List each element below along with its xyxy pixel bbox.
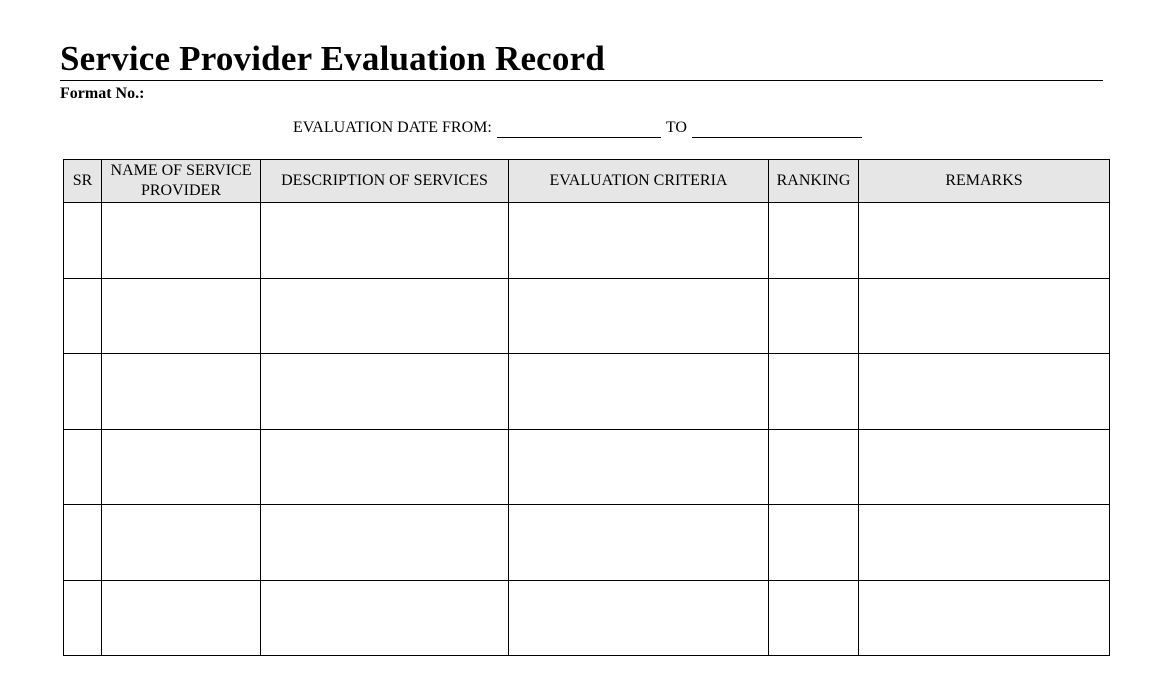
cell-name[interactable] — [102, 429, 261, 505]
evaluation-date-line — [293, 118, 862, 138]
table-row — [64, 429, 1110, 505]
header-remarks: REMARKS — [859, 160, 1110, 203]
cell-description[interactable] — [261, 354, 509, 430]
cell-name[interactable] — [102, 354, 261, 430]
cell-description[interactable] — [261, 278, 509, 354]
page-title: Service Provider Evaluation Record — [60, 39, 606, 78]
cell-ranking[interactable] — [769, 429, 859, 505]
table-row — [64, 278, 1110, 354]
cell-name[interactable] — [102, 278, 261, 354]
cell-criteria[interactable] — [509, 429, 769, 505]
cell-sr[interactable] — [64, 278, 102, 354]
cell-remarks[interactable] — [859, 354, 1110, 430]
table-row — [64, 354, 1110, 430]
header-evaluation-criteria: EVALUATION CRITERIA — [509, 160, 769, 203]
table-row — [64, 505, 1110, 581]
table-header-row — [64, 160, 1110, 203]
cell-criteria[interactable] — [509, 580, 769, 656]
cell-description[interactable] — [261, 505, 509, 581]
header-description-of-services: DESCRIPTION OF SERVICES — [261, 160, 509, 203]
evaluation-table — [63, 159, 1110, 656]
evaluation-date-to-field[interactable] — [692, 121, 862, 138]
cell-criteria[interactable] — [509, 203, 769, 279]
cell-ranking[interactable] — [769, 505, 859, 581]
evaluation-date-from-label: EVALUATION DATE FROM: — [293, 119, 492, 136]
cell-sr[interactable] — [64, 203, 102, 279]
cell-sr[interactable] — [64, 505, 102, 581]
cell-remarks[interactable] — [859, 580, 1110, 656]
cell-criteria[interactable] — [509, 278, 769, 354]
header-name-of-service-provider: NAME OF SERVICE PROVIDER — [102, 160, 261, 203]
title-divider — [60, 80, 1103, 81]
cell-ranking[interactable] — [769, 278, 859, 354]
cell-name[interactable] — [102, 505, 261, 581]
cell-description[interactable] — [261, 203, 509, 279]
cell-sr[interactable] — [64, 580, 102, 656]
cell-remarks[interactable] — [859, 429, 1110, 505]
cell-ranking[interactable] — [769, 580, 859, 656]
cell-criteria[interactable] — [509, 505, 769, 581]
cell-name[interactable] — [102, 580, 261, 656]
cell-criteria[interactable] — [509, 354, 769, 430]
format-no-label: Format No.: — [60, 85, 145, 102]
cell-description[interactable] — [261, 580, 509, 656]
cell-ranking[interactable] — [769, 354, 859, 430]
cell-sr[interactable] — [64, 429, 102, 505]
cell-ranking[interactable] — [769, 203, 859, 279]
header-ranking: RANKING — [769, 160, 859, 203]
cell-remarks[interactable] — [859, 278, 1110, 354]
cell-remarks[interactable] — [859, 505, 1110, 581]
table-row — [64, 580, 1110, 656]
cell-sr[interactable] — [64, 354, 102, 430]
cell-name[interactable] — [102, 203, 261, 279]
evaluation-date-to-label: TO — [665, 119, 687, 136]
evaluation-date-from-field[interactable] — [497, 121, 661, 138]
table-row — [64, 203, 1110, 279]
header-sr: SR — [64, 160, 102, 203]
cell-remarks[interactable] — [859, 203, 1110, 279]
cell-description[interactable] — [261, 429, 509, 505]
